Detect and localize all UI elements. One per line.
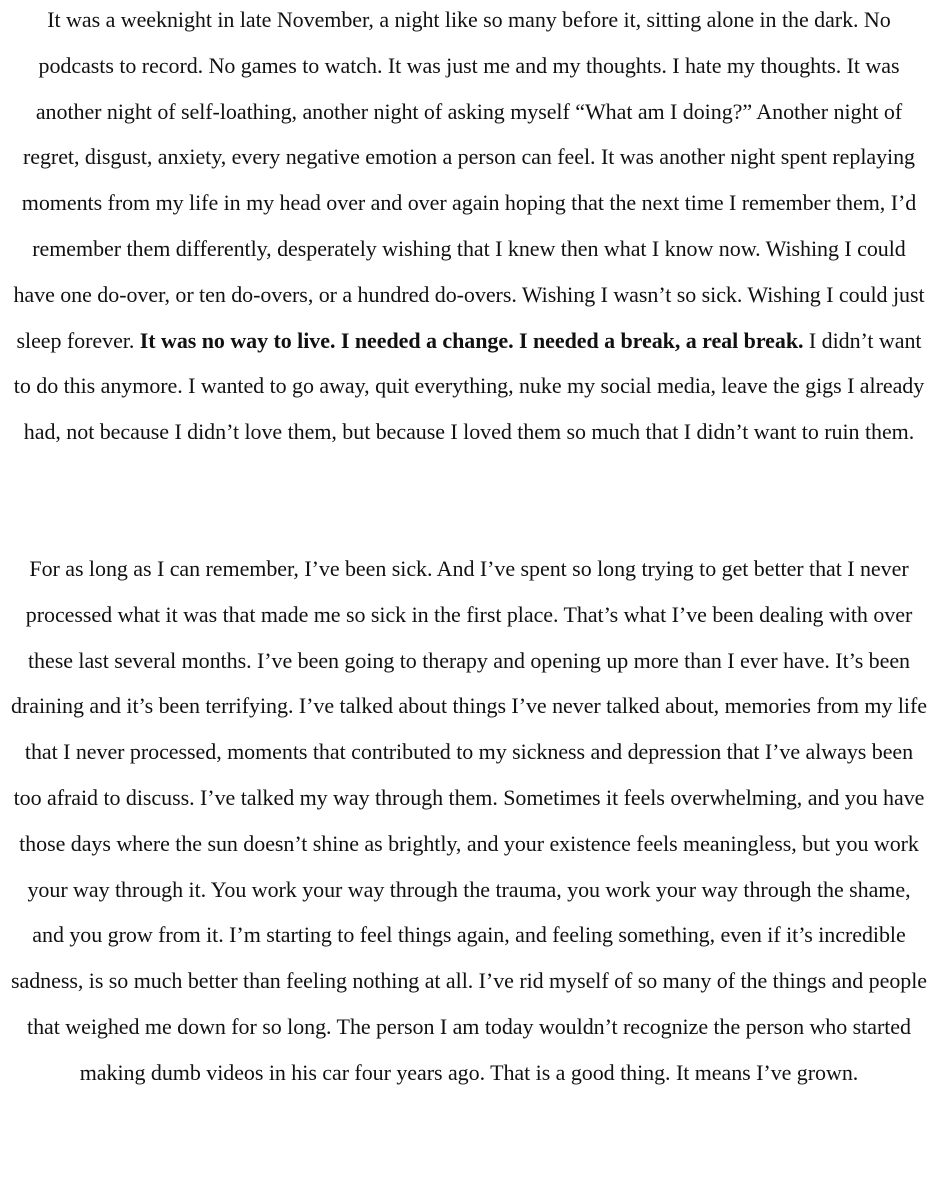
paragraph-1-text-before-bold: It was a weeknight in late November, a night like so many before it, sitting alone in the dark. No podcasts to record. No games to watch. It was just me and my thoughts. I hate my thoughts. It was another night of self-loathing, another night of asking myself “What am I doing?” Another night of regret, disgust, anxiety, every negative emotion a person can feel. It was another night spent replaying moments from my life in my head over and over again hoping that the next time I remember them, I’d remember them differently, desperately wishing that I knew then what I know now. Wishing I could have one do-over, or ten do-overs, or a hundred do-overs. Wishing I wasn’t so sick. Wishing I could just sleep forever. xyxy=(13,7,925,353)
paragraph-1 xyxy=(0,0,938,455)
paragraph-1-text-after-bold: I didn’t want to do this anymore. I wanted to go away, quit everything, nuke my social media, leave the gigs I already had, not because I didn’t love them, but because I loved them so much that I didn’t want to ruin them. xyxy=(13,327,925,445)
paragraph-2: For as long as I can remember, I’ve been sick. And I’ve spent so long trying to get better that I never processed what it was that made me so sick in the first place. That’s what I’ve been dealing with over these last several months. I’ve been going to therapy and opening up more than I ever have. It’s been draining and it’s been terrifying. I’ve talked about things I’ve never talked about, memories from my life that I never processed, moments that contributed to my sickness and depression that I’ve always been too afraid to discuss. I’ve talked my way through them. Sometimes it feels overwhelming, and you have those days where the sun doesn’t shine as brightly, and your existence feels meaningless, but you work your way through it. You work your way through the trauma, you work your way through the shame, and you grow from it. I’m starting to feel things again, and feeling something, even if it’s incredible sadness, is so much better than feeling nothing at all. I’ve rid myself of so many of the things and people that weighed me down for so long. The person I am today wouldn’t recognize the person who started making dumb videos in his car four years ago. That is a good thing. It means I’ve grown. xyxy=(11,556,927,1085)
paragraph-1-bold-text: It was no way to live. I needed a change. I needed a break, a real break. xyxy=(139,327,804,353)
